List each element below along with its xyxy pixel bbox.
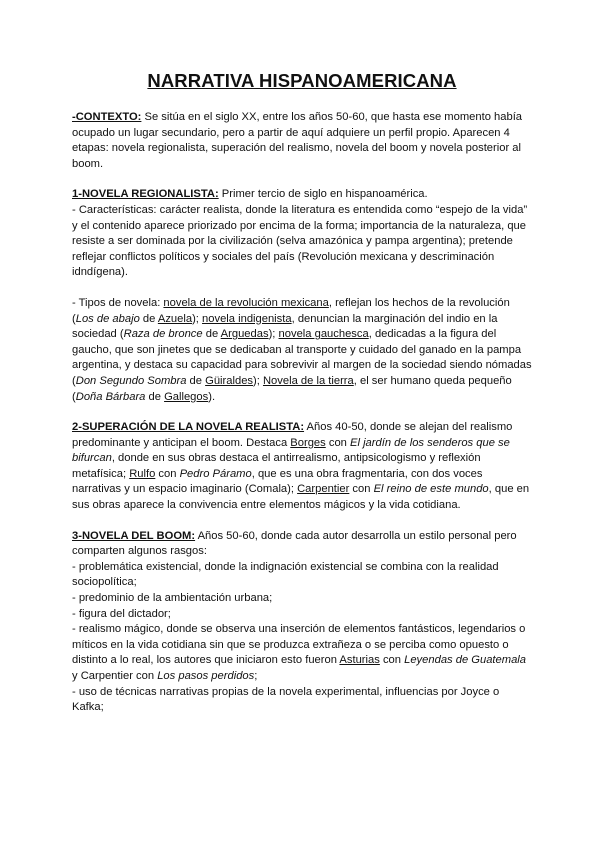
text-run: con — [349, 483, 374, 496]
text-run: , donde en sus obras destaca el antirrealismo, antipsicologismo y reflexión metafísica; — [72, 452, 481, 480]
section-superacion-realismo — [72, 420, 532, 514]
regionalista-caracteristicas: - Características: carácter realista, donde la literatura es entendida como “espejo de la vida” y el contenido aparece priorizado por encima de la forma; importancia de la naturaleza, que resiste a ser dominada por la civilización (selva amazónica y pampa argentina); pretende reflejar conflictos políticos y sociales del país (Revolución mexicana y descriminación idndígena). — [72, 203, 528, 279]
work-title: Doña Bárbara — [75, 390, 146, 403]
author-name: Gallegos — [164, 390, 209, 403]
text-run: ). — [208, 390, 216, 403]
text-run: , dedicadas a la figura del gaucho, que son jinetes que se dedicaban al transporte y cuidado del ganado en la pampa argentina, y destaca su capacidad para sobrevivir al margen de la sociedad siendo nómadas ( — [72, 328, 532, 387]
text-run: de — [186, 374, 206, 387]
contexto-paragraph — [72, 110, 532, 172]
work-title: Pedro Páramo — [179, 467, 252, 480]
section-novela-regionalista — [72, 187, 532, 405]
document-page — [72, 70, 532, 731]
author-name: Arguedas — [220, 328, 269, 341]
author-name: Güiraldes — [205, 374, 254, 387]
work-title: El jardín de los senderos que se bifurcan — [72, 436, 510, 465]
text-run: , denuncian la marginación del indio en la sociedad ( — [72, 312, 498, 341]
document-title: NARRATIVA HISPANOAMERICANA — [147, 70, 457, 91]
term-gauchesca: novela gauchesca — [278, 328, 369, 341]
work-title: Leyendas de Guatemala — [404, 654, 527, 667]
term-revolucion-mexicana: novela de la revolución mexicana — [163, 296, 329, 309]
boom-item: - predominio de la ambientación urbana; — [72, 592, 273, 605]
text-run: , que en sus obras aparece la convivencia entre elementos mágicos y la vida cotidiana. — [72, 483, 530, 512]
text-run: con — [155, 467, 180, 480]
text-run: ; — [254, 670, 258, 682]
text-run: , el ser humano queda pequeño ( — [72, 374, 512, 403]
regionalista-heading: 1-NOVELA REGIONALISTA: — [72, 188, 219, 201]
text-run: Años 40-50, donde se alejan del realismo predominante y anticipan el boom. Destaca — [72, 421, 513, 449]
term-indigenista: novela indigenista — [202, 312, 292, 325]
boom-item — [72, 622, 532, 684]
text-run: - Tipos de novela: — [72, 296, 164, 309]
text-run: ); — [192, 312, 203, 325]
section-contexto — [72, 110, 532, 172]
author-name: Borges — [290, 436, 326, 449]
text-run: , que es una obra fragmentaria, con dos voces narrativas y un espacio imaginario (Comala); — [72, 467, 483, 496]
work-title: Los de abajo — [75, 312, 140, 325]
contexto-heading: -CONTEXTO: — [72, 111, 142, 123]
section-novela-boom — [72, 529, 532, 716]
boom-item: - problemática existencial, donde la indignación existencial se combina con la realidad sociopolítica; — [72, 560, 499, 589]
work-title: El reino de este mundo — [373, 483, 489, 496]
work-title: Don Segundo Sombra — [75, 374, 187, 387]
text-run: y Carpentier con — [72, 670, 158, 682]
text-run: de — [145, 390, 165, 403]
text-run: - realismo mágico, donde se observa una inserción de elementos fantásticos, legendarios o míticos en la vida cotidiana sin que se produzca extrañeza o se perciba como opuesto o distinto a lo real, los autores que iniciaron esto fueron — [72, 623, 526, 667]
boom-intro-text: Años 50-60, donde cada autor desarrolla un estilo personal pero comparten algunos rasgos: — [72, 529, 517, 558]
author-name: Asturias — [339, 654, 380, 667]
text-run: con — [325, 436, 351, 449]
text-run: , reflejan los hechos de la revolución ( — [72, 296, 510, 325]
text-run: de — [202, 328, 221, 341]
text-run: ); — [268, 328, 279, 341]
superacion-paragraph — [72, 420, 532, 514]
author-name: Rulfo — [129, 467, 156, 480]
regionalista-intro — [72, 187, 532, 203]
boom-intro — [72, 529, 532, 560]
text-run: con — [379, 654, 405, 667]
regionalista-tipos — [72, 296, 532, 405]
work-title: Los pasos perdidos — [157, 670, 255, 682]
work-title: Raza de bronce — [123, 328, 203, 341]
boom-item: - figura del dictador; — [72, 607, 171, 620]
regionalista-intro-text: Primer tercio de siglo en hispanoamérica. — [218, 188, 428, 201]
author-name: Carpentier — [297, 483, 350, 496]
boom-item: - uso de técnicas narrativas propias de la novela experimental, influencias por Joyce o Kafka; — [72, 685, 500, 714]
superacion-heading: 2-SUPERACIÓN DE LA NOVELA REALISTA: — [72, 421, 305, 434]
term-novela-tierra: Novela de la tierra — [262, 374, 354, 387]
contexto-text: Se sitúa en el siglo XX, entre los años 50-60, que hasta ese momento había ocupado un lugar secundario, pero a partir de aquí adquiere un perfil propio. Aparecen 4 etapas: novela regionalista, superación del realismo, novela del boom y novela posterior al boom. — [72, 111, 523, 170]
text-run: ); — [253, 374, 263, 387]
boom-heading: 3-NOVELA DEL BOOM: — [72, 529, 196, 542]
text-run: de — [139, 312, 158, 325]
author-name: Azuela — [157, 312, 193, 325]
